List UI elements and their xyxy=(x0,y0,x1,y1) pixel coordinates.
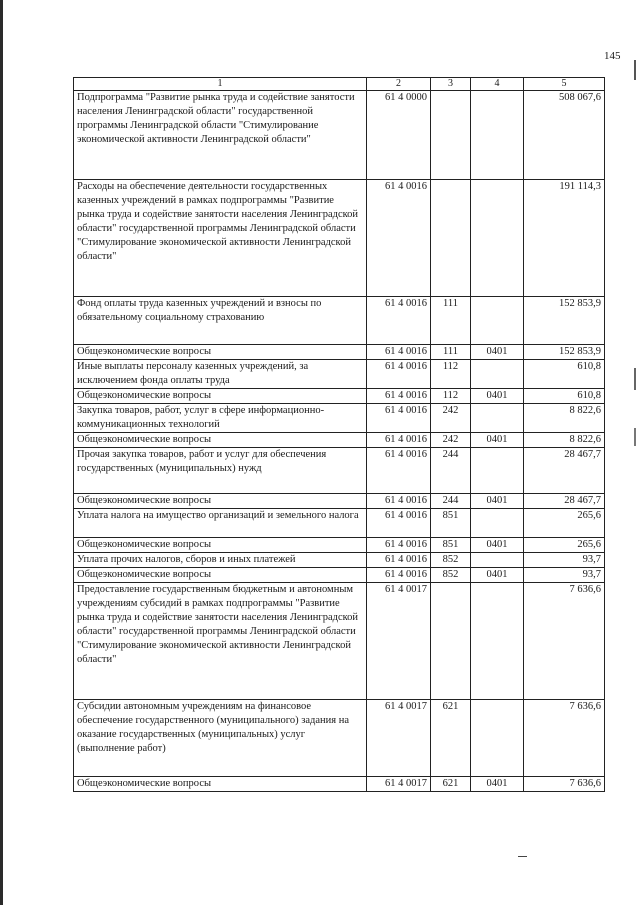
row-amount: 7 636,6 xyxy=(524,777,605,792)
row-rz-code xyxy=(471,700,524,777)
table-row xyxy=(74,448,605,494)
row-vr-code: 852 xyxy=(431,553,471,568)
table-row xyxy=(74,404,605,433)
row-amount: 28 467,7 xyxy=(524,494,605,509)
row-amount: 265,6 xyxy=(524,509,605,538)
row-name: Общеэкономические вопросы xyxy=(74,389,367,404)
row-rz-code: 0401 xyxy=(471,433,524,448)
row-rz-code xyxy=(471,404,524,433)
row-cs-code: 61 4 0017 xyxy=(367,700,431,777)
row-cs-code: 61 4 0016 xyxy=(367,389,431,404)
row-vr-code: 112 xyxy=(431,389,471,404)
row-amount: 8 822,6 xyxy=(524,433,605,448)
table-row xyxy=(74,553,605,568)
row-vr-code: 852 xyxy=(431,568,471,583)
table-row xyxy=(74,345,605,360)
row-cs-code: 61 4 0016 xyxy=(367,433,431,448)
column-header: 3 xyxy=(431,78,471,91)
row-rz-code: 0401 xyxy=(471,494,524,509)
row-vr-code: 242 xyxy=(431,433,471,448)
row-vr-code: 244 xyxy=(431,448,471,494)
row-name: Общеэкономические вопросы xyxy=(74,568,367,583)
row-amount: 93,7 xyxy=(524,568,605,583)
table-row xyxy=(74,583,605,700)
scan-edge-mark xyxy=(634,368,636,390)
row-amount: 508 067,6 xyxy=(524,91,605,180)
row-amount: 7 636,6 xyxy=(524,700,605,777)
row-name: Общеэкономические вопросы xyxy=(74,777,367,792)
row-amount: 28 467,7 xyxy=(524,448,605,494)
row-name: Фонд оплаты труда казенных учреждений и взносы по обязательному социальному страхованию xyxy=(74,297,367,345)
column-header: 5 xyxy=(524,78,605,91)
row-name: Общеэкономические вопросы xyxy=(74,345,367,360)
table-row xyxy=(74,297,605,345)
row-rz-code xyxy=(471,553,524,568)
row-amount: 191 114,3 xyxy=(524,180,605,297)
row-amount: 93,7 xyxy=(524,553,605,568)
row-rz-code xyxy=(471,448,524,494)
table-row xyxy=(74,389,605,404)
row-vr-code: 621 xyxy=(431,777,471,792)
row-rz-code xyxy=(471,297,524,345)
row-name: Общеэкономические вопросы xyxy=(74,538,367,553)
row-name: Общеэкономические вопросы xyxy=(74,494,367,509)
table-row xyxy=(74,777,605,792)
scan-edge-mark xyxy=(634,60,636,80)
scan-dash-mark xyxy=(518,856,527,857)
row-rz-code xyxy=(471,583,524,700)
row-amount: 610,8 xyxy=(524,360,605,389)
scan-edge-left xyxy=(0,0,3,905)
table-row xyxy=(74,509,605,538)
row-rz-code xyxy=(471,180,524,297)
row-rz-code: 0401 xyxy=(471,777,524,792)
row-rz-code xyxy=(471,91,524,180)
row-name: Иные выплаты персоналу казенных учреждений, за исключением фонда оплаты труда xyxy=(74,360,367,389)
row-vr-code: 112 xyxy=(431,360,471,389)
row-cs-code: 61 4 0016 xyxy=(367,345,431,360)
row-cs-code: 61 4 0016 xyxy=(367,553,431,568)
table-row xyxy=(74,494,605,509)
row-amount: 610,8 xyxy=(524,389,605,404)
table-row xyxy=(74,700,605,777)
row-amount: 152 853,9 xyxy=(524,345,605,360)
row-vr-code: 242 xyxy=(431,404,471,433)
row-name: Уплата прочих налогов, сборов и иных платежей xyxy=(74,553,367,568)
row-rz-code: 0401 xyxy=(471,568,524,583)
row-name: Подпрограмма "Развитие рынка труда и содействие занятости населения Ленинградской области" государственной программы Ленинградской области "Стимулирование экономической активности Ленинградской области" xyxy=(74,91,367,180)
page-number: 145 xyxy=(604,50,621,62)
row-cs-code: 61 4 0017 xyxy=(367,583,431,700)
row-cs-code: 61 4 0016 xyxy=(367,297,431,345)
budget-table xyxy=(73,77,605,792)
row-name: Прочая закупка товаров, работ и услуг для обеспечения государственных (муниципальных) нужд xyxy=(74,448,367,494)
column-header: 4 xyxy=(471,78,524,91)
row-rz-code xyxy=(471,509,524,538)
row-name: Общеэкономические вопросы xyxy=(74,433,367,448)
row-vr-code: 851 xyxy=(431,509,471,538)
row-cs-code: 61 4 0016 xyxy=(367,448,431,494)
table-row xyxy=(74,360,605,389)
scan-edge-mark xyxy=(634,428,636,446)
row-name: Субсидии автономным учреждениям на финансовое обеспечение государственного (муниципального) задания на оказание государственных (муниципальных) услуг (выполнение работ) xyxy=(74,700,367,777)
column-header: 2 xyxy=(367,78,431,91)
row-vr-code xyxy=(431,583,471,700)
row-vr-code xyxy=(431,180,471,297)
row-vr-code: 621 xyxy=(431,700,471,777)
column-header: 1 xyxy=(74,78,367,91)
row-vr-code: 851 xyxy=(431,538,471,553)
row-rz-code xyxy=(471,360,524,389)
row-cs-code: 61 4 0000 xyxy=(367,91,431,180)
table-row xyxy=(74,568,605,583)
row-cs-code: 61 4 0016 xyxy=(367,180,431,297)
table-row xyxy=(74,433,605,448)
row-amount: 152 853,9 xyxy=(524,297,605,345)
row-name: Уплата налога на имущество организаций и земельного налога xyxy=(74,509,367,538)
row-vr-code: 244 xyxy=(431,494,471,509)
table-row xyxy=(74,180,605,297)
table-row xyxy=(74,538,605,553)
row-vr-code: 111 xyxy=(431,297,471,345)
row-name: Предоставление государственным бюджетным и автономным учреждениям субсидий в рамках подпрограммы "Развитие рынка труда и содействие занятости населения Ленинградской области" государственной программы Ленинградской области "Стимулирование экономической активности Ленинградской области" xyxy=(74,583,367,700)
row-amount: 265,6 xyxy=(524,538,605,553)
row-name: Закупка товаров, работ, услуг в сфере информационно-коммуникационных технологий xyxy=(74,404,367,433)
row-rz-code: 0401 xyxy=(471,345,524,360)
row-cs-code: 61 4 0016 xyxy=(367,360,431,389)
row-cs-code: 61 4 0016 xyxy=(367,568,431,583)
row-cs-code: 61 4 0016 xyxy=(367,404,431,433)
row-amount: 8 822,6 xyxy=(524,404,605,433)
header-row xyxy=(74,78,605,91)
row-cs-code: 61 4 0016 xyxy=(367,538,431,553)
row-amount: 7 636,6 xyxy=(524,583,605,700)
row-vr-code xyxy=(431,91,471,180)
table-row xyxy=(74,91,605,180)
row-rz-code: 0401 xyxy=(471,389,524,404)
row-cs-code: 61 4 0016 xyxy=(367,509,431,538)
row-vr-code: 111 xyxy=(431,345,471,360)
row-rz-code: 0401 xyxy=(471,538,524,553)
row-name: Расходы на обеспечение деятельности государственных казенных учреждений в рамках подпрограммы "Развитие рынка труда и содействие занятости населения Ленинградской области" государственной программы Ленинградской области "Стимулирование экономической активности Ленинградской области" xyxy=(74,180,367,297)
row-cs-code: 61 4 0017 xyxy=(367,777,431,792)
row-cs-code: 61 4 0016 xyxy=(367,494,431,509)
